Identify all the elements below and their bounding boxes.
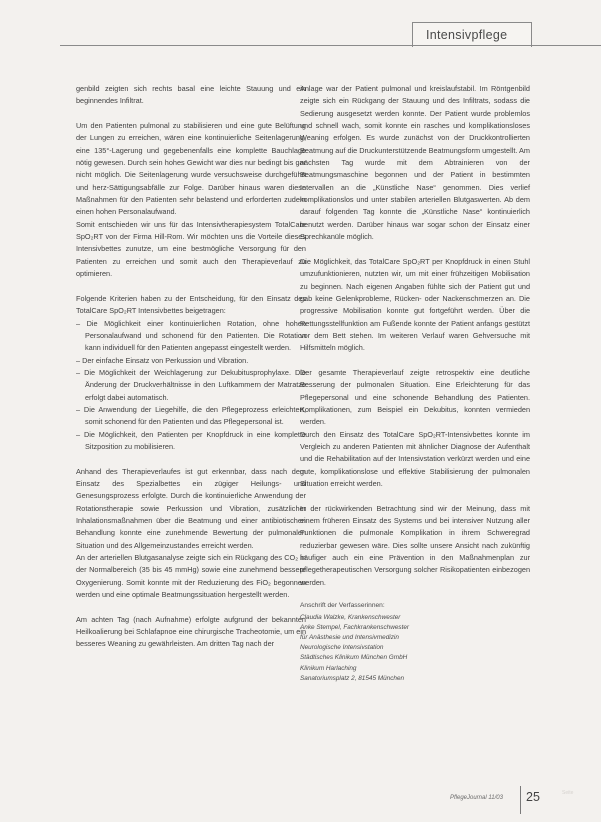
left-column: [76, 83, 306, 663]
paragraph: Anhand des Therapieverlaufes ist gut erkennbar, dass nach dem Einsatz des Spezialbettes ein zügiger Heilungs- und Genesungsprozess erfolgte. Durch die kontinuierliche Anwendung der Rotationstherapie sowie Perkussion und Vibration, zusätzlicher Inhalationsmaßnahmen über die Beatmung und einer antibiotischen Behandlung konnte eine zunehmende Bewertung der pulmonalen Situation und des Allgemeinzustandes erreicht werden.: [76, 466, 306, 550]
paragraph: Somit entschieden wir uns für das Intensivtherapiesystem TotalCare SpO₂RT von der Firma Hill-Rom. Wir möchten uns die Vorteile dieses Intensivbettes zunutze, um eine bestmögliche Versorgung für den Patienten zu erreichen und somit auch den Therapieverlauf zu optimieren.: [76, 219, 306, 279]
author-line: Sanatoriumsplatz 2, 81545 München: [300, 674, 405, 682]
section-title: Intensivpflege: [426, 28, 508, 42]
author-line: Neurologische Intensivstation: [300, 644, 384, 652]
paragraph: In der rückwirkenden Betrachtung sind wir der Meinung, dass mit einem früheren Einsatz des Systems und bei intensiver Nutzung aller Funktionen die pulmonale Komplikation in ihrem Schweregrad reduzierbar gewesen wäre. Dies sollte unsere Ansicht nach zukünftig häufiger auch ein eine Prävention in den Maßnahmenplan zur pflegetherapeutischen Versorgung solcher Risikopatienten einbezogen werden.: [300, 503, 530, 587]
journal-name: PflegeJournal 11/03: [450, 795, 503, 801]
list-item: – Die Anwendung der Liegehilfe, die den Pflegeprozess erleichtert, somit schonend für den Patienten und das Pflegepersonal ist.: [76, 404, 306, 429]
paragraph: genbild zeigten sich rechts basal eine leichte Stauung und ein beginnendes Infiltrat.: [76, 84, 306, 106]
paragraph: An der arteriellen Blutgasanalyse zeigte sich ein Rückgang des CO₂ in der Normalbereich (35 bis 45 mmHg) sowie eine zunehmend bessere Oxygenierung. Somit konnte mit der Reduzierung des FiO₂ begonnen werden und eine optimale Beatmungssituation hergestellt werden.: [76, 553, 306, 600]
criteria-list: [76, 318, 306, 454]
author-line: Claudia Walzke, Krankenschwester: [300, 613, 401, 621]
header-rule: [60, 45, 601, 46]
list-item: – Die Möglichkeit der Weichlagerung zur Dekubitusprophylaxe. Die Änderung der Druckverhältnisse in den Luftkammern der Matratze erfolgt dabei automatisch.: [76, 367, 306, 404]
paragraph: Der gesamte Therapieverlauf zeigte retrospektiv eine deutliche Besserung der pulmonalen Situation. Eine Erleichterung für das Pflegepersonal und eine schonende Behandlung des Patienten. Komplikationen, zum Beispiel ein Dekubitus, konnten vermieden werden.: [300, 367, 530, 427]
paragraph: Folgende Kriterien haben zu der Entscheidung, für den Einsatz des TotalCare SpO₂RT Intensivbettes beigetragen:: [76, 293, 306, 316]
list-item: – Der einfache Einsatz von Perkussion und Vibration.: [76, 355, 306, 367]
author-line: Anke Stempel, Fachkrankenschwester: [300, 623, 410, 631]
author-line: Klinikum Harlaching: [300, 664, 357, 672]
paragraph: Die Möglichkeit, das TotalCare SpO₂RT per Knopfdruck in einen Stuhl umzufunktionieren, nutzten wir, um mit einer frühzeitigen Mobilisation zu beginnen. Nach eigenen Angaben fühlte sich der Patient gut und gab keine Gelenkprobleme, Rücken- oder Nackenschmerzen an. Die progressive Mobilisation konnte gut fortgeführt werden. Über die Rettungsstellfunktion am Fußende konnte der Patient anfangs gestützt vor dem Bett stehen. Im weiteren Verlauf waren Gehversuche mit Hilfsmitteln möglich.: [300, 256, 530, 353]
side-mark: Seite: [562, 790, 574, 796]
list-item: – Die Möglichkeit einer kontinuierlichen Rotation, ohne hohen Personalaufwand und schonend für den Patienten. Die Rotation kann individuell für den Patienten angepasst eingestellt werden.: [76, 318, 306, 355]
footer-divider: [520, 786, 521, 814]
author-address: [300, 601, 530, 684]
list-item: – Die Möglichkeit, den Patienten per Knopfdruck in eine komplette Sitzposition zu mobilisieren.: [76, 429, 306, 454]
author-line: für Anästhesie und Intensivmedizin: [300, 634, 399, 642]
right-column: [300, 83, 530, 684]
author-line: Städtisches Klinikum München GmbH: [300, 654, 408, 662]
paragraph: Durch den Einsatz des TotalCare SpO₂RT-Intensivbettes konnte im Vergleich zu anderen Patienten mit ähnlicher Diagnose der Aufenthalt und die Rehabilitation auf der Intensivstation verkürzt werden und eine gute, komplikationslose und effektive Stabilisierung der pulmonalen Situation erreicht werden.: [300, 429, 530, 488]
author-address-title: Anschrift der Verfasserinnen:: [300, 602, 385, 610]
paragraph: Anlage war der Patient pulmonal und kreislaufstabil. Im Röntgenbild zeigte sich ein Rückgang der Stauung und des Infiltrats, sodass die Sedierung ausgesetzt werden konnte. Der Patient wurde problemlos und schnell wach, somit konnte ein rasches und komplikationsloses Weaning erfolgen. Es wurde zunächst von der Druckkontrollierten Beatmung auf die Druckunterstützende Beatmungsform umgestellt. Am nächsten Tag wurde mit dem Abtrainieren von der Beatmungsmaschine begonnen und der Patient in bestimmten Intervallen an die „Künstliche Nase“ genommen. Dies verlief komplikationslos und unter stabilen arteriellen Blutgaswerten. Ab dem darauf folgenden Tag konnte die „Künstliche Nase“ kontinuierlich benutzt werden. Darüber hinaus war sogar schon der Einsatz einer Sprechkanüle möglich.: [300, 84, 530, 242]
paragraph: Am achten Tag (nach Aufnahme) erfolgte aufgrund der bekannten Heilkoalierung bei Schlafapnoe eine chirurgische Tracheotomie, um ein besseres Weaning zu gewährleisten. Am dritten Tag nach der: [76, 614, 306, 649]
paragraph: Um den Patienten pulmonal zu stabilisieren und eine gute Belüftung der Lungen zu erreichen, wären eine kontinuierliche Seitenlagerung, eine 135°-Lagerung und gegebenenfalls eine komplette Bauchlage nötig gewesen. Durch sein hohes Gewicht war dies nur bedingt bis gar nicht möglich. Die Seitenlagerung wurde versuchsweise durchgeführt und herz-Sättigungsabfälle zur Folge. Darüber hinaus waren diese Maßnahmen für den Patienten sehr belastend und erforderten zudem einen hohen Personalaufwand.: [76, 121, 306, 217]
page-number: 25: [526, 790, 540, 804]
